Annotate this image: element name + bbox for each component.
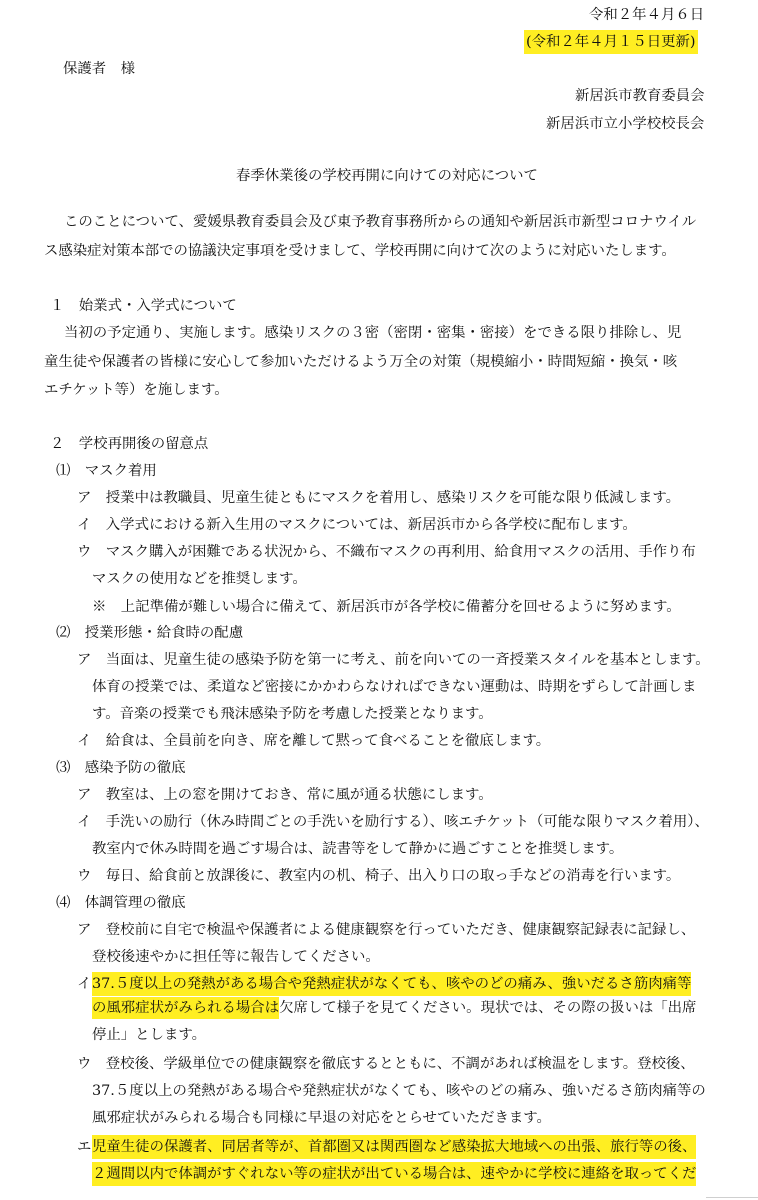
sub-4-heading: ⑷ 体調管理の徹底 — [56, 895, 186, 911]
sub-4-item-e-highlight-line-1: 児童生徒の保護者、同居者等が、首都圏又は関西圏など感染拡大地域への出張、旅行等の後、 — [92, 1135, 696, 1159]
updated-date-badge: (令和２年４月１５日更新) — [524, 30, 698, 54]
section-1-heading: １ 始業式・入学式について — [50, 298, 237, 314]
sender-principals-association: 新居浜市立小学校校長会 — [546, 116, 705, 132]
document-title: 春季休業後の学校再開に向けての対応について — [236, 168, 538, 184]
sub-3-item-a: ア 教室は、上の窓を開けておき、常に風が通る状態にします。 — [77, 787, 493, 803]
addressee: 保護者 様 — [63, 61, 135, 77]
sub-4-item-i-label: イ — [77, 976, 92, 992]
sub-4-item-a-line-1: ア 登校前に自宅で検温や保護者による健康観察を行っていただき、健康観察記録表に記録し、 — [77, 922, 696, 938]
sub-2-item-a-line-3: す。音楽の授業でも飛沫感染予防を考慮した授業となります。 — [92, 706, 493, 722]
sub-1-item-u-line-2: マスクの使用などを推奨します。 — [92, 571, 307, 587]
sub-4-item-i-line-3: 停止」とします。 — [92, 1027, 206, 1043]
section-1-line-1: 当初の予定通り、実施します。感染リスクの３密（密閉・密集・密接）をできる限り排除し、児 — [64, 325, 682, 341]
sub-4-item-i-highlight-line-2: の風邪症状がみられる場合は — [92, 997, 279, 1019]
sub-3-item-i-line-2: 教室内で休み時間を過ごす場合は、読書等をして静かに過ごすことを推奨します。 — [92, 841, 624, 857]
sub-3-item-u: ウ 毎日、給食前と放課後に、教室内の机、椅子、出入り口の取っ手などの消毒を行います。 — [77, 868, 681, 884]
section-1-line-3: エチケット等）を施します。 — [44, 382, 229, 398]
intro-line-2: ス感染症対策本部での協議決定事項を受けまして、学校再開に向けて次のように対応いたします。 — [44, 243, 676, 259]
section-1-line-2: 童生徒や保護者の皆様に安心して参加いただけるよう万全の対策（規模縮小・時間短縮・換気・咳 — [44, 354, 678, 370]
section-2-heading: ２ 学校再開後の留意点 — [50, 436, 209, 452]
sub-3-item-i-line-1: イ 手洗いの励行（休み時間ごとの手洗いを励行する）、咳エチケット（可能な限りマスク着用）、 — [77, 814, 709, 830]
sub-1-item-i: イ 入学式における新入生用のマスクについては、新居浜市から各学校に配布します。 — [77, 517, 637, 533]
sub-1-note: ※ 上記準備が難しい場合に備えて、新居浜市が各学校に備蓄分を回せるように努めます。 — [92, 599, 681, 615]
sub-4-item-i-line-2 — [92, 999, 696, 1017]
sender-board-of-education: 新居浜市教育委員会 — [575, 88, 705, 104]
sub-2-heading: ⑵ 授業形態・給食時の配慮 — [56, 625, 244, 641]
sub-4-item-e-highlight-line-2: ２週間以内で体調がすぐれない等の症状が出ている場合は、速やかに学校に連絡を取ってくだ — [92, 1162, 696, 1186]
sub-4-item-e-label: エ — [77, 1139, 92, 1155]
sub-1-item-u-line-1: ウ マスク購入が困難である状況から、不織布マスクの再利用、給食用マスクの活用、手作り布 — [77, 544, 696, 560]
sub-4-item-i-line-2-rest: 欠席して様子を見てください。現状では、その際の扱いは「出席 — [279, 1000, 697, 1016]
document-date: 令和２年４月６日 — [589, 7, 705, 23]
page-edge-divider — [706, 1197, 758, 1198]
sub-3-heading: ⑶ 感染予防の徹底 — [56, 760, 186, 776]
intro-line-1: このことについて、愛媛県教育委員会及び東予教育事務所からの通知や新居浜市新型コロナウイル — [64, 214, 697, 230]
sub-4-item-a-line-2: 登校後速やかに担任等に報告してください。 — [92, 949, 380, 965]
sub-4-item-i-highlight-line-1: 37.５度以上の発熱がある場合や発熱症状がなくても、咳やのどの痛み、強いだるさ筋肉痛等 — [92, 972, 691, 996]
sub-4-item-u-line-3: 風邪症状がみられる場合も同様に早退の対応をとらせていただきます。 — [92, 1110, 551, 1126]
sub-1-item-a: ア 授業中は教職員、児童生徒ともにマスクを着用し、感染リスクを可能な限り低減します。 — [77, 490, 680, 506]
sub-2-item-a-line-2: 体育の授業では、柔道など密接にかかわらなければできない運動は、時期をずらして計画しま — [92, 679, 697, 695]
sub-4-item-u-line-2: 37.５度以上の発熱がある場合や発熱症状がなくても、咳やのどの痛み、強いだるさ筋肉痛等の — [92, 1083, 706, 1099]
sub-2-item-a-line-1: ア 当面は、児童生徒の感染予防を第一に考え、前を向いての一斉授業スタイルを基本とします。 — [77, 652, 710, 668]
sub-2-item-i: イ 給食は、全員前を向き、席を離して黙って食べることを徹底します。 — [77, 733, 551, 749]
sub-1-heading: ⑴ マスク着用 — [56, 463, 157, 479]
sub-4-item-u-line-1: ウ 登校後、学級単位での健康観察を徹底するとともに、不調があれば検温をします。登校後、 — [77, 1056, 695, 1072]
